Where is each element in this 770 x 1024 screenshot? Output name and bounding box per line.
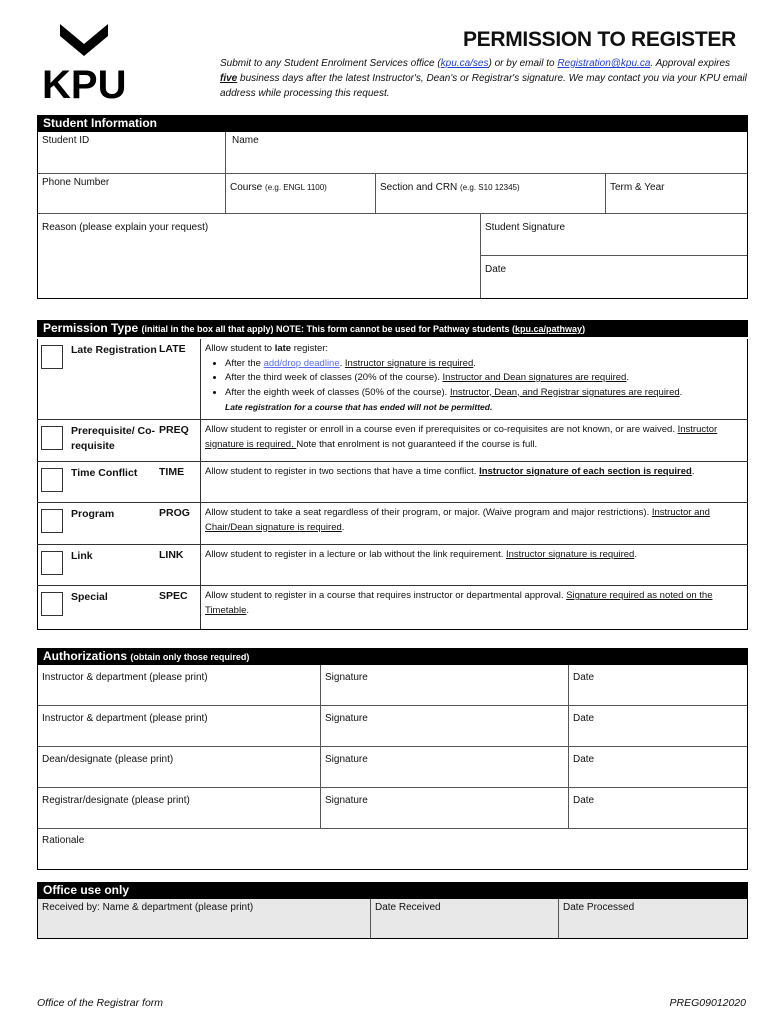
auth-signature-field[interactable]: Signature [321,747,569,788]
permission-row-late [37,339,748,420]
student-info-header: Student Information [37,115,748,132]
permission-code: PREQ [159,424,189,436]
auth-date-field[interactable]: Date [569,706,747,747]
course-field[interactable]: Course (e.g. ENGL 1100) [226,174,376,214]
date-received-field[interactable]: Date Received [371,899,559,938]
permission-code: TIME [159,466,185,478]
term-year-field[interactable]: Term & Year [606,174,747,214]
permission-description: Allow student to register in a lecture or lab without the link requirement. Instructor signature is required. [200,545,748,585]
permission-name: Time Conflict [71,467,138,479]
auth-signature-field[interactable]: Signature [321,788,569,829]
permission-name: Special [71,591,108,603]
kpu-logo [40,22,128,102]
permission-description: Allow student to register in a course that requires instructor or departmental approval. Signature required as noted on the Timetable. [200,586,748,629]
footer-form-code: PREG09012020 [669,997,746,1009]
spec-checkbox[interactable] [41,592,63,616]
permission-row-spec [37,586,748,629]
name-field[interactable]: Name [226,132,747,174]
auth-date-field[interactable]: Date [569,665,747,706]
intro-text: Submit to any Student Enrolment Services office (kpu.ca/ses) or by email to Registration@kpu.ca. Approval expires five business days after the latest Instructor's, Dean's or Registrar's signature. We may contact you via your KPU email address while processing this request. [220,58,747,99]
received-by-field[interactable]: Received by: Name & department (please print) [38,899,371,938]
permission-code: LINK [159,549,184,561]
auth-name-field[interactable]: Dean/designate (please print) [38,747,321,788]
section-crn-field[interactable]: Section and CRN (e.g. S10 12345) [376,174,606,214]
auth-signature-field[interactable]: Signature [321,706,569,747]
svg-text:KPU: KPU [42,63,127,102]
student-date-field[interactable]: Date [485,264,507,275]
permission-code: PROG [159,507,190,519]
auth-date-field[interactable]: Date [569,747,747,788]
permission-name: Prerequisite/ Co-requisite [71,425,156,452]
date-processed-field[interactable]: Date Processed [563,902,635,913]
phone-field[interactable]: Phone Number [38,174,226,214]
preq-checkbox[interactable] [41,426,63,450]
student-signature-field[interactable]: Student Signature [481,214,747,256]
permission-name: Program [71,508,115,520]
permission-description: Allow student to register or enroll in a course even if prerequisites or co-requisites are not known, or are waived. Instructor signature is required. Note that enrolment is not guaranteed if the course is full. [200,420,748,461]
permission-row-time [37,462,748,503]
permission-code: LATE [159,343,186,355]
permission-description: Allow student to late register: • After the add/drop deadline. Instructor signature is required. • After the third week of classes (20% of the course). Instructor and Dean signatures are required. • After the eighth week of classes (50% of the course). Instructor, Dean, and Registrar signatures are required. Late registration for a course that has ended will not be permitted. [200,339,748,419]
permission-description: Allow student to register in two sections that have a time conflict. Instructor signature of each section is required. [200,462,748,502]
auth-name-field[interactable]: Instructor & department (please print) [38,665,321,706]
time-checkbox[interactable] [41,468,63,492]
auth-name-field[interactable]: Registrar/designate (please print) [38,788,321,829]
auth-date-field[interactable]: Date [569,788,747,829]
ses-link[interactable]: kpu.ca/ses [440,58,489,69]
prog-checkbox[interactable] [41,509,63,533]
office-use-header: Office use only [37,882,748,899]
pathway-link[interactable]: kpu.ca/pathway [515,324,583,334]
rationale-field[interactable]: Rationale [42,835,85,846]
permission-name: Late Registration [71,344,157,356]
auth-name-field[interactable]: Instructor & department (please print) [38,706,321,747]
late-checkbox[interactable] [41,345,63,369]
add-drop-deadline-link[interactable]: add/drop deadline [263,357,340,369]
footer-left: Office of the Registrar form [37,997,164,1009]
permission-name: Link [71,550,93,562]
student-info-section [37,131,748,299]
auth-signature-field[interactable]: Signature [321,665,569,706]
page-title: PERMISSION TO REGISTER [462,28,736,51]
permission-row-preq [37,420,748,462]
permission-type-header: Permission Type (initial in the box all that apply) NOTE: This form cannot be used for Pathway students (kpu.ca/pathway) [37,320,748,337]
permission-description: Allow student to take a seat regardless of their program, or major. (Waive program and major restrictions). Instructor and Chair/Dean signature is required. [200,503,748,544]
authorizations-header: Authorizations (obtain only those required) [37,648,748,665]
permission-code: SPEC [159,590,188,602]
email-link[interactable]: Registration@kpu.ca [557,58,651,69]
reason-field[interactable]: Reason (please explain your request) [38,214,481,298]
permission-row-link [37,545,748,586]
authorizations-section [37,664,748,870]
permission-row-prog [37,503,748,545]
link-checkbox[interactable] [41,551,63,575]
student-id-field[interactable]: Student ID [38,132,226,174]
office-use-section [37,898,748,939]
